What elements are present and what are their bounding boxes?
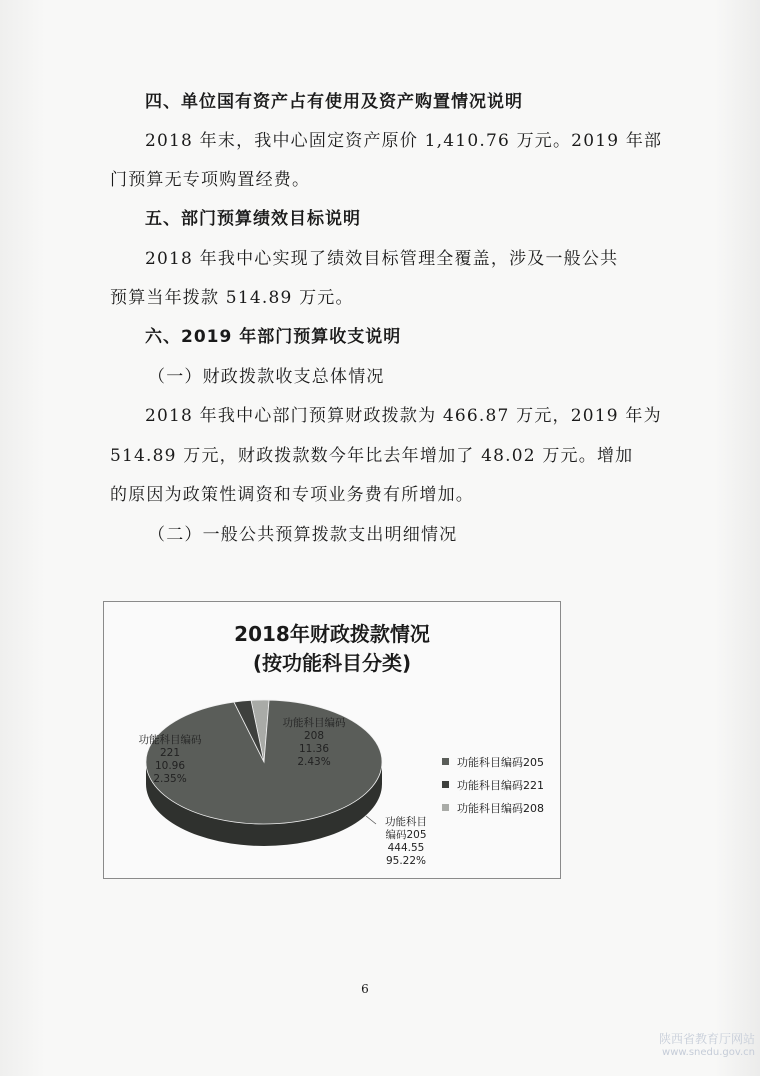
- subsection1-heading: （一）财政拨款收支总体情况: [148, 367, 385, 387]
- section6-heading: 六、2019 年部门预算收支说明: [145, 327, 402, 347]
- legend-swatch: [442, 804, 449, 811]
- subsection1-paragraph-line2: 514.89 万元，财政拨款数今年比去年增加了 48.02 万元。增加: [110, 446, 634, 466]
- chart-title: 2018年财政拨款情况: [234, 622, 430, 646]
- section5-paragraph-line1: 2018 年我中心实现了绩效目标管理全覆盖，涉及一般公共: [145, 249, 619, 269]
- chart-subtitle: (按功能科目分类): [252, 651, 412, 675]
- subsection1-paragraph-line1: 2018 年我中心部门预算财政拨款为 466.87 万元，2019 年为: [145, 406, 662, 426]
- pie-chart: [103, 601, 561, 879]
- legend-item-221: 功能科目编码221: [442, 773, 544, 796]
- section4-heading: 四、单位国有资产占有使用及资产购置情况说明: [145, 92, 523, 112]
- watermark-site-name: 陕西省教育厅网站: [658, 1032, 755, 1046]
- subsection1-paragraph-line3: 的原因为政策性调资和专项业务费有所增加。: [110, 485, 474, 505]
- slice-label-221: 功能科目编码 221 10.96 2.35%: [138, 734, 202, 785]
- legend-swatch: [442, 781, 449, 788]
- slice-label-205: 功能科目 编码205 444.55 95.22%: [385, 816, 427, 867]
- legend-swatch: [442, 758, 449, 765]
- section5-heading: 五、部门预算绩效目标说明: [145, 209, 361, 229]
- watermark-url: www.snedu.gov.cn: [662, 1047, 755, 1058]
- subsection2-heading: （二）一般公共预算拨款支出明细情况: [148, 525, 458, 545]
- slice-label-208: 功能科目编码 208 11.36 2.43%: [282, 717, 346, 768]
- page-number: 6: [361, 982, 369, 996]
- chart-legend: [442, 750, 544, 819]
- section4-paragraph-line2: 门预算无专项购置经费。: [110, 170, 311, 190]
- site-watermark: [585, 1032, 755, 1060]
- legend-item-208: 功能科目编码208: [442, 796, 544, 819]
- section4-paragraph-line1: 2018 年末，我中心固定资产原价 1,410.76 万元。2019 年部: [145, 131, 663, 151]
- section5-paragraph-line2: 预算当年拨款 514.89 万元。: [110, 288, 354, 308]
- legend-item-205: 功能科目编码205: [442, 750, 544, 773]
